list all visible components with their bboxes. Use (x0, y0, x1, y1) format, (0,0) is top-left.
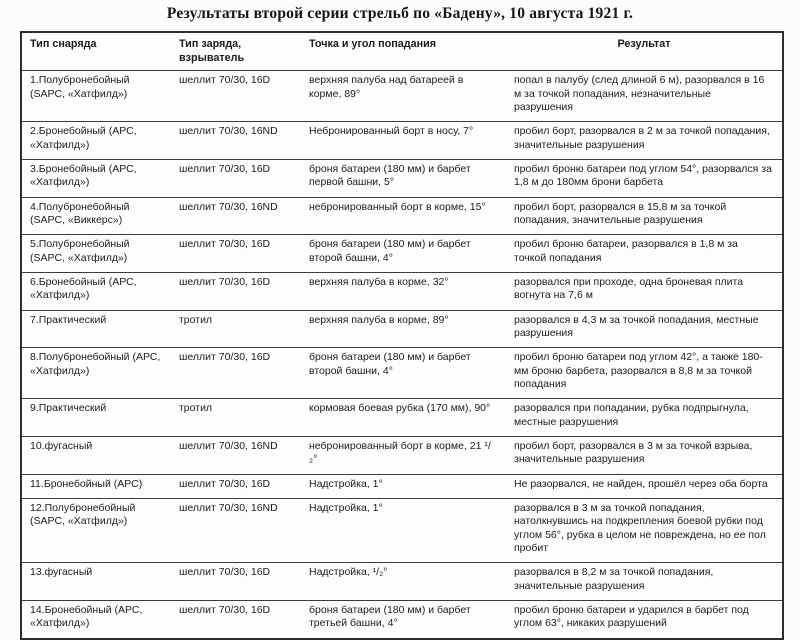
cell-charge-type: шеллит 70/30, 16ND (171, 197, 301, 235)
cell-result: пробил броню батареи под углом 42°, а также 180-мм броню барбета, разорвался в 8,8 м за точкой попадания (506, 348, 783, 399)
scanned-page (0, 5, 800, 640)
cell-result: попал в палубу (след длиной 6 м), разорвался в 16 м за точкой попадания, незначительные разрушения (514, 74, 765, 114)
cell-result: разорвался в 3 м за точкой попадания, натолкнувшись на подкрепления боевой рубки под углом 56°, рубка в целом не повреждена, но ее пол пробит (506, 498, 783, 562)
cell-result: пробил борт, разорвался в 2 м за точкой попадания, значительные разрушения (506, 122, 783, 160)
cell-charge-type: шеллит 70/30, 16D (171, 474, 301, 498)
cell-impact-point: небронированный борт в корме, 21 ¹/₂° (301, 436, 506, 474)
cell-impact-point: Надстройка, 1° (301, 498, 506, 562)
table-row (21, 436, 783, 474)
cell-charge-type: шеллит 70/30, 16ND (171, 436, 301, 474)
cell-impact-point: броня батареи (180 мм) и барбет второй башни, 4° (301, 235, 506, 273)
table-row (21, 122, 783, 160)
cell-impact-point: Надстройка, 1° (301, 474, 506, 498)
cell-charge-type: шеллит 70/30, 16ND (171, 122, 301, 160)
cell-result: разорвался при проходе, одна броневая плита вогнута на 7,6 м (506, 273, 783, 311)
cell-shell-type: 14.Бронебойный (АРС, «Хатфилд») (21, 600, 171, 638)
cell-shell-type: 9.Практический (21, 399, 171, 437)
cell-charge-type: шеллит 70/30, 16D (171, 600, 301, 638)
cell-result: разорвался при попадании, рубка подпрыгнула, местные разрушения (506, 399, 783, 437)
cell-impact-point: Надстройка, ¹/₂° (301, 563, 506, 601)
cell-charge-type: шеллит 70/30, 16D (171, 235, 301, 273)
results-table-body (21, 71, 783, 639)
cell-charge-type: тротил (171, 310, 301, 348)
table-row (21, 71, 783, 122)
cell-result: Не разорвался, не найден, прошёл через оба борта (506, 474, 783, 498)
cell-impact-point: Небронированный борт в носу, 7° (301, 122, 506, 160)
cell-result: пробил броню батареи и ударился в барбет под углом 63°, никаких разрушений (506, 600, 783, 638)
cell-shell-type: 13.фугасный (21, 563, 171, 601)
cell-charge-type: шеллит 70/30, 16D (171, 348, 301, 399)
cell-shell-type: 4.Полубронебойный (SAPC, «Виккерс») (21, 197, 171, 235)
cell-result: пробил борт, разорвался в 3 м за точкой взрыва, значительные разрушения (506, 436, 783, 474)
col-header-shell-type: Тип снаряда (21, 32, 171, 71)
cell-impact-point: броня батареи (180 мм) и барбет третьей башни, 4° (301, 600, 506, 638)
table-row (21, 310, 783, 348)
cell-shell-type: 10.фугасный (21, 436, 171, 474)
cell-result: пробил борт, разорвался в 15,8 м за точкой попадания, значительные разрушения (506, 197, 783, 235)
cell-impact-point: кормовая боевая рубка (170 мм), 90° (301, 399, 506, 437)
col-header-impact-point: Точка и угол попадания (301, 32, 506, 71)
cell-impact-point: верхняя палуба в корме, 89° (301, 310, 506, 348)
col-header-charge-type: Тип заряда, взрыватель (171, 32, 301, 71)
results-table (20, 31, 784, 640)
cell-impact-point: броня батареи (180 мм) и барбет первой башни, 5° (301, 160, 506, 198)
table-row (21, 197, 783, 235)
cell-result: разорвался в 8,2 м за точкой попадания, значительные разрушения (506, 563, 783, 601)
table-row (21, 399, 783, 437)
cell-charge-type: шеллит 70/30, 16D (171, 273, 301, 311)
table-row (21, 160, 783, 198)
table-row (21, 273, 783, 311)
cell-result: пробил броню батареи, разорвался в 1,8 м за точкой попадания (506, 235, 783, 273)
cell-shell-type: 5.Полубронебойный (SAPC, «Хатфилд») (21, 235, 171, 273)
cell-impact-point: небронированный борт в корме, 15° (301, 197, 506, 235)
cell-shell-type: 11.Бронебойный (АРС) (21, 474, 171, 498)
cell-impact-point: броня батареи (180 мм) и барбет второй башни, 4° (301, 348, 506, 399)
col-header-result: Результат (506, 32, 783, 71)
cell-charge-type: шеллит 70/30, 16ND (171, 498, 301, 562)
cell-result: пробил броню батареи под углом 54°, разорвался за 1,8 м до 180мм брони барбета (506, 160, 783, 198)
cell-charge-type: шеллит 70/30, 16D (171, 563, 301, 601)
cell-shell-type: 8.Полубронебойный (АРС, «Хатфилд») (21, 348, 171, 399)
cell-shell-type: 2.Бронебойный (АРС, «Хатфилд») (21, 122, 171, 160)
table-row (21, 474, 783, 498)
table-row (21, 348, 783, 399)
cell-impact-point: верхняя палуба в корме, 32° (301, 273, 506, 311)
cell-charge-type: тротил (171, 399, 301, 437)
cell-shell-type: 7.Практический (21, 310, 171, 348)
cell-shell-type: 3.Бронебойный (АРС, «Хатфилд») (21, 160, 171, 198)
cell-result: разорвался в 4,3 м за точкой попадания, местные разрушения (506, 310, 783, 348)
cell-shell-type: 12.Полубронебойный (SAPC, «Хатфилд») (21, 498, 171, 562)
table-row (21, 235, 783, 273)
table-row (21, 563, 783, 601)
cell-charge-type: шеллит 70/30, 16D (171, 160, 301, 198)
page-title: Результаты второй серии стрельб по «Бадену», 10 августа 1921 г. (166, 5, 634, 22)
cell-shell-type: 6.Бронебойный (АРС, «Хатфилд») (21, 273, 171, 311)
table-header-row (21, 32, 783, 71)
cell-shell-type: 1.Полубронебойный (SAPC, «Хатфилд») (30, 74, 130, 100)
cell-impact-point: верхняя палуба над батареей в корме, 89° (309, 74, 464, 100)
table-row (21, 498, 783, 562)
cell-charge-type: шеллит 70/30, 16D (179, 74, 271, 87)
table-row (21, 600, 783, 638)
